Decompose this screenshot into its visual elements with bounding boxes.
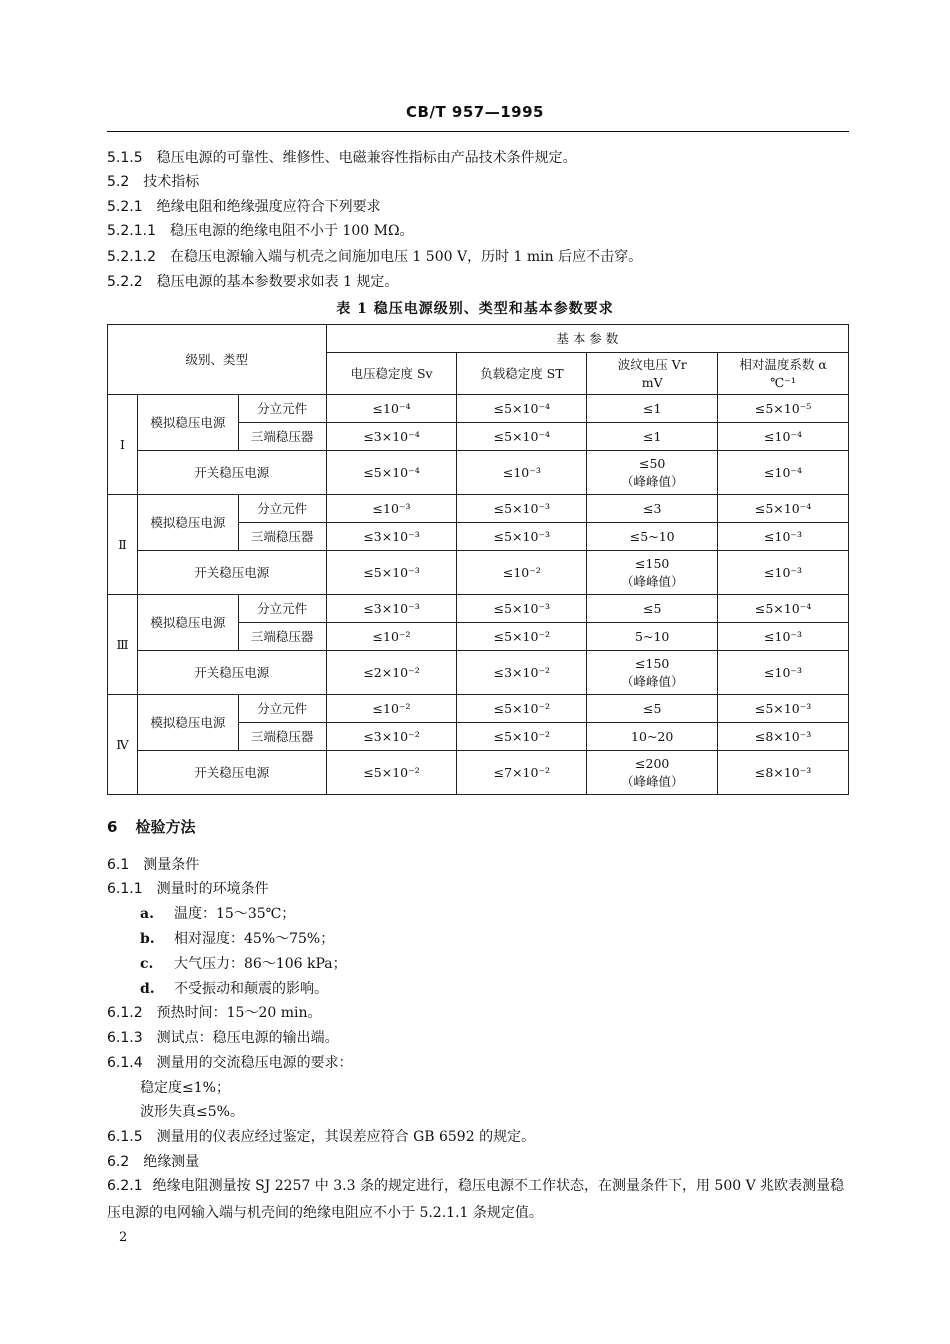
table-row [108,651,849,695]
table-cell: ≤5×10⁻⁴ [326,451,457,495]
table-cell: ≤10⁻³ [326,495,457,523]
table-cell: 10~20 [587,723,718,751]
env-condition-b [140,929,334,949]
table-cell: ≤50 （峰峰值） [587,451,718,495]
clause-6-1-3 [107,1028,339,1048]
subtype-cell: 三端稳压器 [238,423,326,451]
table-row [108,395,849,423]
table-cell: ≤10⁻³ [718,623,849,651]
type-cell-switching: 开关稳压电源 [137,451,326,495]
clause-6-1-4 [107,1053,353,1073]
col-header-temp-coefficient: 相对温度系数 α ℃⁻¹ [718,353,849,395]
table-cell: ≤5×10⁻⁴ [718,595,849,623]
type-cell-switching: 开关稳压电源 [137,551,326,595]
table-cell: 5~10 [587,623,718,651]
table-cell: ≤10⁻³ [718,523,849,551]
table-cell: ≤5×10⁻³ [718,695,849,723]
env-condition-c [140,954,347,974]
clause-6-1-2 [107,1003,321,1023]
list-label: a. [140,906,154,922]
clause-number: 6.1.4 [107,1055,143,1071]
clause-number: 6.1 [107,857,130,873]
subtype-cell: 分立元件 [238,395,326,423]
clause-text: 测量时的环境条件 [156,881,269,897]
table-cell: ≤10⁻⁴ [326,395,457,423]
clause-text: 测试点：稳压电源的输出端。 [156,1030,339,1046]
clause-6-1 [107,855,199,875]
clause-6-2 [107,1152,199,1172]
clause-number: 5.2.1 [107,199,143,215]
clause-number: 6.2 [107,1154,130,1170]
clause-number: 6.1.1 [107,881,143,897]
type-cell-analog: 模拟稳压电源 [137,495,238,551]
level-cell: Ⅰ [108,395,138,495]
table-row [108,751,849,795]
level-cell: Ⅱ [108,495,138,595]
table-cell: ≤5×10⁻⁴ [718,495,849,523]
clause-number: 6.1.5 [107,1129,143,1145]
subtype-cell: 分立元件 [238,495,326,523]
table-cell: ≤5×10⁻⁴ [457,395,587,423]
type-cell-analog: 模拟稳压电源 [137,395,238,451]
table-cell: ≤10⁻² [326,623,457,651]
type-cell-switching: 开关稳压电源 [137,751,326,795]
section-title: 检验方法 [135,818,196,836]
clause-5-2-1-2 [107,247,642,267]
clause-text: 在稳压电源输入端与机壳之间施加电压 1 500 V，历时 1 min 后应不击穿。 [169,249,643,265]
table-row [108,695,849,723]
clause-5-2-2 [107,272,398,292]
table-cell: ≤8×10⁻³ [718,751,849,795]
table-cell: ≤5×10⁻³ [326,551,457,595]
table-cell: ≤5~10 [587,523,718,551]
clause-6-1-1 [107,879,269,899]
clause-number: 5.2 [107,174,130,190]
clause-text: 测量用的交流稳压电源的要求： [156,1055,353,1071]
table-cell: ≤10⁻² [457,551,587,595]
table-cell: ≤3×10⁻³ [326,595,457,623]
list-text: 相对湿度：45%～75%； [174,931,335,947]
table-cell: ≤5×10⁻³ [457,523,587,551]
clause-number: 5.2.1.1 [107,223,156,239]
section-number: 6 [107,818,118,836]
subtype-cell: 分立元件 [238,695,326,723]
header-rule [107,131,849,132]
table-cell: ≤5×10⁻³ [457,495,587,523]
table-cell: ≤5×10⁻⁴ [457,423,587,451]
table-cell: ≤10⁻⁴ [718,451,849,495]
subtype-cell: 三端稳压器 [238,723,326,751]
table-cell: ≤150 （峰峰值） [587,651,718,695]
section-6-title [107,817,195,837]
table-cell: ≤5×10⁻³ [457,595,587,623]
group-header: 基 本 参 数 [326,325,848,353]
col-header-voltage-stability: 电压稳定度 Sv [326,353,457,395]
table-cell: ≤10⁻³ [718,651,849,695]
clause-5-1-5 [107,148,577,168]
clause-text: 测量用的仪表应经过鉴定，其误差应符合 GB 6592 的规定。 [156,1129,536,1145]
page-number: 2 [119,1230,128,1245]
clause-text: 绝缘测量 [143,1154,200,1170]
subtype-cell: 分立元件 [238,595,326,623]
clause-number: 6.1.2 [107,1005,143,1021]
corner-label: 级别、类型 [108,325,327,395]
table-cell: ≤5×10⁻² [457,623,587,651]
table-row [108,495,849,523]
clause-number: 5.2.1.2 [107,249,156,265]
table-cell: ≤3 [587,495,718,523]
clause-text: 稳压电源的基本参数要求如表 1 规定。 [156,274,399,290]
table-cell: ≤5×10⁻⁵ [718,395,849,423]
clause-number: 5.1.5 [107,150,143,166]
table-row [108,551,849,595]
table-cell: ≤2×10⁻² [326,651,457,695]
standard-code-header: CB/T 957—1995 [406,103,544,121]
table-cell: ≤3×10⁻² [457,651,587,695]
clause-number: 6.1.3 [107,1030,143,1046]
table-cell: ≤5 [587,595,718,623]
type-cell-analog: 模拟稳压电源 [137,595,238,651]
ac-stability-requirement: 稳定度≤1%； [140,1080,230,1096]
table-cell: ≤10⁻³ [718,551,849,595]
table-header-row [108,325,849,353]
subtype-cell: 三端稳压器 [238,523,326,551]
table-cell: ≤10⁻³ [457,451,587,495]
clause-5-2-1-1 [107,221,414,241]
table-cell: ≤5 [587,695,718,723]
clause-text: 稳压电源的绝缘电阻不小于 100 MΩ。 [169,223,414,239]
table-cell: ≤1 [587,423,718,451]
table-cell: ≤7×10⁻² [457,751,587,795]
table-cell: ≤3×10⁻² [326,723,457,751]
type-cell-analog: 模拟稳压电源 [137,695,238,751]
ac-distortion-requirement: 波形失真≤5%。 [140,1104,244,1120]
table-cell: ≤5×10⁻² [457,723,587,751]
list-text: 不受振动和颠震的影响。 [174,981,328,997]
clause-text: 技术指标 [143,174,200,190]
table-cell: ≤200 （峰峰值） [587,751,718,795]
list-label: d. [140,981,155,997]
clause-text: 绝缘电阻测量按 SJ 2257 中 3.3 条的规定进行，稳压电源不工作状态，在测量条件下，用 500 V 兆欧表测量稳压电源的电网输入端与机壳间的绝缘电阻应不小于 5.2.1.1 条规定值。 [107,1178,845,1221]
clause-6-1-5 [107,1127,535,1147]
level-cell: Ⅳ [108,695,138,795]
table-cell: ≤10⁻⁴ [718,423,849,451]
clause-5-2-1 [107,197,381,217]
list-label: b. [140,931,155,947]
env-condition-a [140,904,295,924]
table-cell: ≤5×10⁻² [326,751,457,795]
clause-6-2-1 [107,1173,849,1227]
table-cell: ≤1 [587,395,718,423]
clause-text: 测量条件 [143,857,200,873]
list-text: 温度：15～35℃； [174,906,296,922]
table-cell: ≤3×10⁻⁴ [326,423,457,451]
table-row [108,451,849,495]
table-cell: ≤10⁻² [326,695,457,723]
subtype-cell: 三端稳压器 [238,623,326,651]
parameter-table [107,324,849,795]
table-cell: ≤5×10⁻² [457,695,587,723]
clause-text: 绝缘电阻和绝缘强度应符合下列要求 [156,199,381,215]
type-cell-switching: 开关稳压电源 [137,651,326,695]
list-text: 大气压力：86～106 kPa； [174,956,347,972]
clause-number: 5.2.2 [107,274,143,290]
col-header-ripple-voltage: 波纹电压 Vr mV [587,353,718,395]
table-cell: ≤150 （峰峰值） [587,551,718,595]
clause-5-2 [107,172,199,192]
clause-text: 稳压电源的可靠性、维修性、电磁兼容性指标由产品技术条件规定。 [156,150,577,166]
list-label: c. [140,956,154,972]
level-cell: Ⅲ [108,595,138,695]
table-caption: 表 1 稳压电源级别、类型和基本参数要求 [336,301,614,317]
table-cell: ≤8×10⁻³ [718,723,849,751]
col-header-load-stability: 负载稳定度 ST [457,353,587,395]
table-cell: ≤3×10⁻³ [326,523,457,551]
table-row [108,595,849,623]
env-condition-d [140,979,328,999]
clause-number: 6.2.1 [107,1178,143,1194]
clause-text: 预热时间：15～20 min。 [156,1005,322,1021]
